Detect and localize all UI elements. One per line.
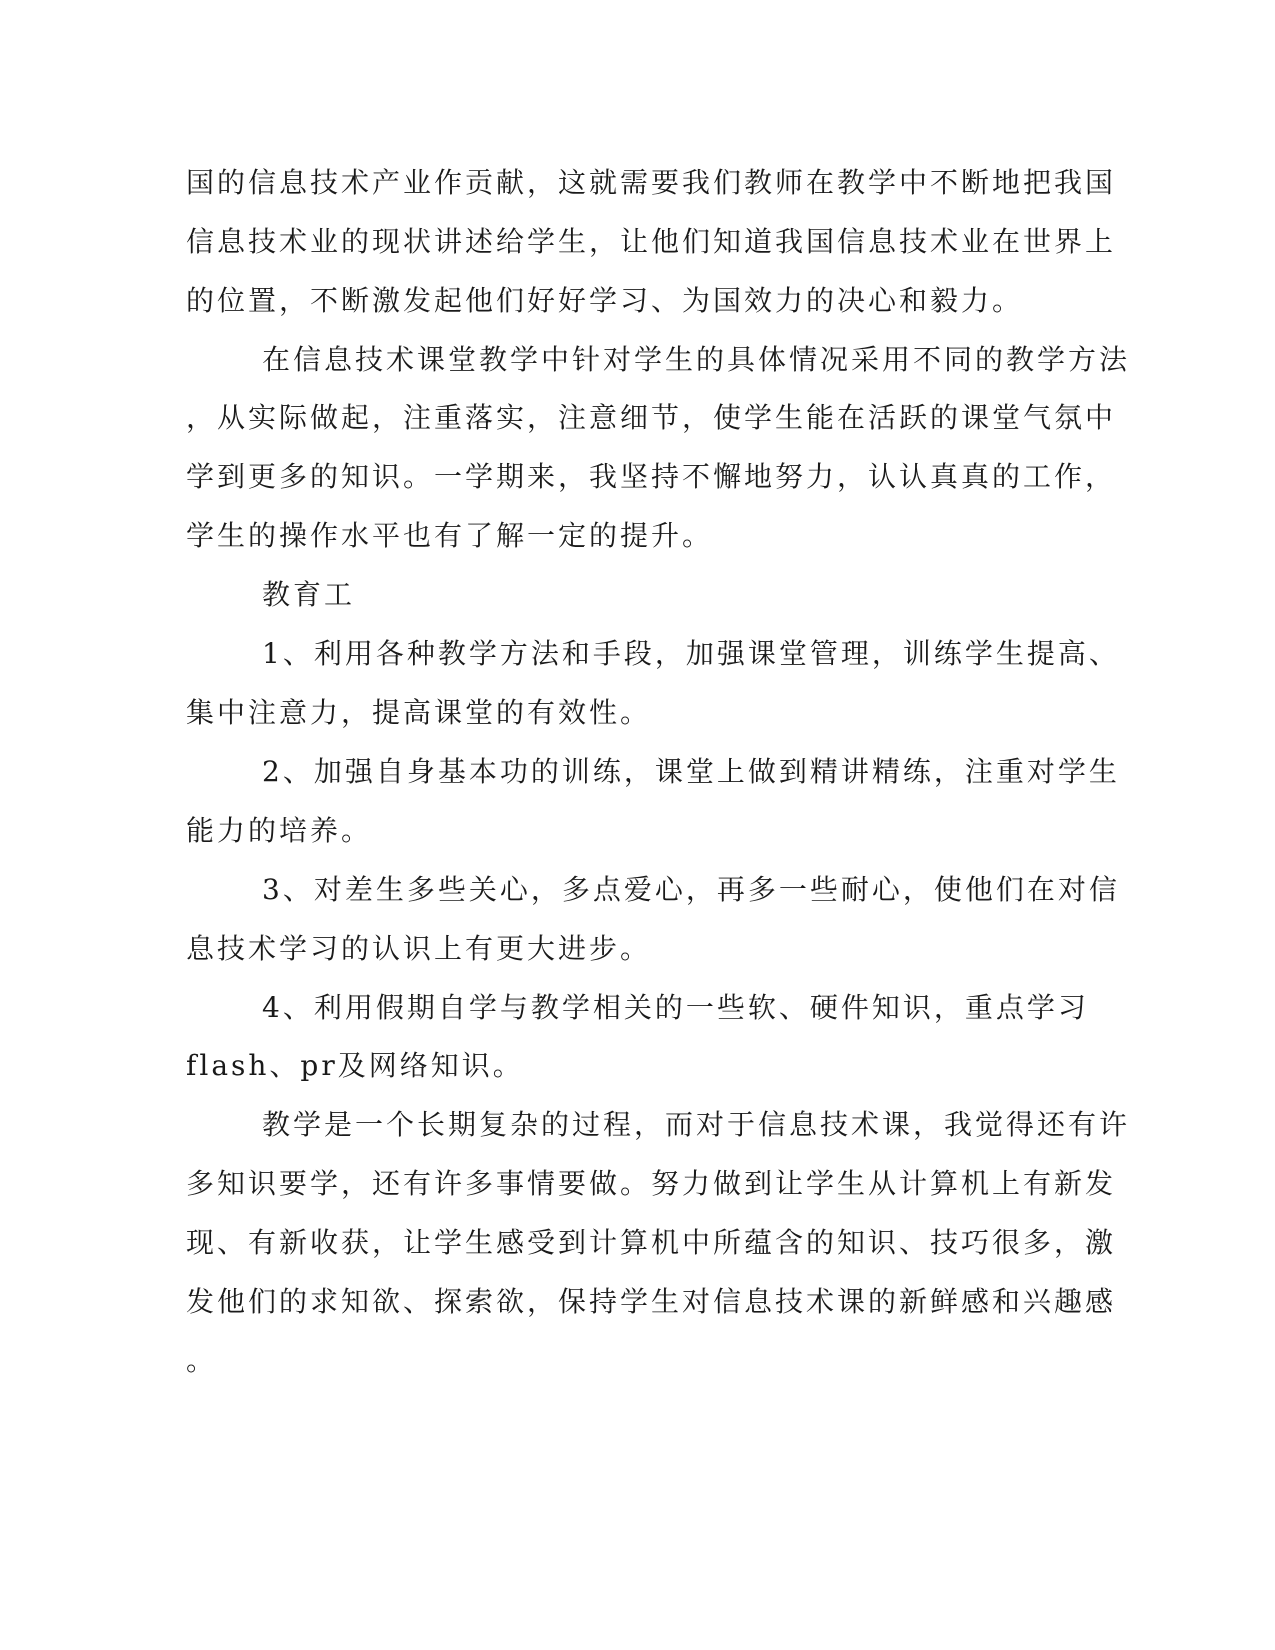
paragraph-first-line: 在信息技术课堂教学中针对学生的具体情况采用不同的教学方法 (262, 343, 1131, 376)
text-line: 集中注意力，提高课堂的有效性。 (186, 696, 652, 729)
text-line: 学生的操作水平也有了解一定的提升。 (186, 519, 714, 552)
text-line: flash、pr及网络知识。 (186, 1049, 524, 1082)
text-line: 发他们的求知欲、探索欲，保持学生对信息技术课的新鲜感和兴趣感 (186, 1285, 1117, 1318)
list-item-3: 3、对差生多些关心，多点爱心，再多一些耐心，使他们在对信 (262, 873, 1120, 906)
paragraph-first-line: 教学是一个长期复杂的过程，而对于信息技术课，我觉得还有许 (262, 1108, 1131, 1141)
text-line: 。 (186, 1344, 218, 1377)
text-line: ，从实际做起，注重落实，注意细节，使学生能在活跃的课堂气氛中 (186, 401, 1117, 434)
text-line: 信息技术业的现状讲述给学生，让他们知道我国信息技术业在世界上 (186, 225, 1117, 258)
text-line: 现、有新收获，让学生感受到计算机中所蕴含的知识、技巧很多，激 (186, 1226, 1117, 1259)
list-item-1: 1、利用各种教学方法和手段，加强课堂管理，训练学生提高、 (262, 637, 1120, 670)
section-heading: 教育工 (262, 578, 356, 611)
text-line: 多知识要学，还有许多事情要做。努力做到让学生从计算机上有新发 (186, 1167, 1117, 1200)
text-line: 能力的培养。 (186, 814, 373, 847)
text-line: 息技术学习的认识上有更大进步。 (186, 932, 652, 965)
list-item-2: 2、加强自身基本功的训练，课堂上做到精讲精练，注重对学生 (262, 755, 1120, 788)
text-line: 的位置，不断激发起他们好好学习、为国效力的决心和毅力。 (186, 284, 1024, 317)
text-line: 学到更多的知识。一学期来，我坚持不懈地努力，认认真真的工作， (186, 460, 1117, 493)
list-item-4: 4、利用假期自学与教学相关的一些软、硬件知识，重点学习 (262, 991, 1089, 1024)
text-line: 国的信息技术产业作贡献，这就需要我们教师在教学中不断地把我国 (186, 166, 1117, 199)
